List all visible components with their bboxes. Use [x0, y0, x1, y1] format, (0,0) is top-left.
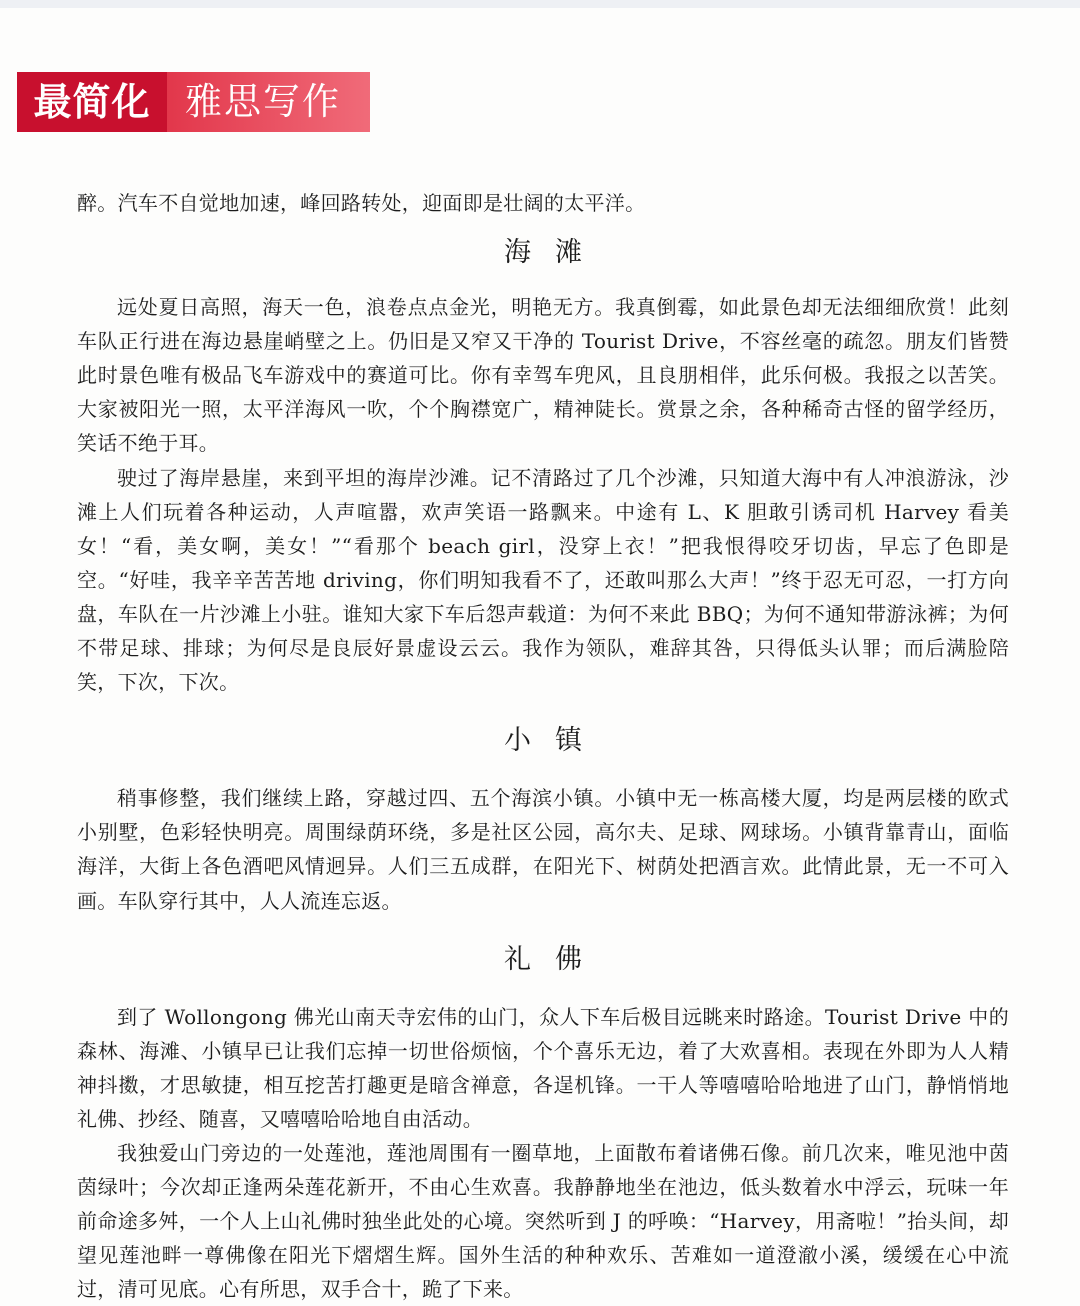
- section-heading-beach: 海滩: [504, 237, 606, 269]
- town-paragraph-1: 稍事修整，我们继续上路，穿越过四、五个海滨小镇。小镇中无一栋高楼大厦，均是两层楼的欧式小别墅，色彩轻快明亮。周围绿荫环绕，多是社区公园，高尔夫、足球、网球场。小镇背靠青山，面临海洋，大街上各色酒吧风情迥异。人们三五成群，在阳光下、树荫处把酒言欢。此情此景，无一不可入画。车队穿行其中，人人流连忘返。: [77, 786, 1009, 913]
- book-banner: [17, 72, 370, 132]
- banner-title-main: 最简化: [17, 72, 167, 132]
- section-heading-town: 小镇: [504, 725, 606, 757]
- beach-paragraph-1: 远处夏日高照，海天一色，浪卷点点金光，明艳无方。我真倒霉，如此景色却无法细细欣赏！此刻车队正行进在海边悬崖峭壁之上。仍旧是又窄又干净的 Tourist Drive，不容丝毫的疏忽。朋友们皆赞此时景色唯有极品飞车游戏中的赛道可比。你有幸驾车兜风，且良朋相伴，此乐何极。我报之以苦笑。大家被阳光一照，太平洋海风一吹，个个胸襟宽广，精神陡长。赏景之余，各种稀奇古怪的留学经历，笑话不绝于耳。: [77, 295, 1009, 456]
- top-strip: [0, 0, 1080, 8]
- buddha-paragraph-2: 我独爱山门旁边的一处莲池，莲池周围有一圈草地，上面散布着诸佛石像。前几次来，唯见池中茵茵绿叶；今次却正逢两朵莲花新开，不由心生欢喜。我静静地坐在池边，低头数着水中浮云，玩味一年前命途多舛，一个人上山礼佛时独坐此处的心境。突然听到 J 的呼唤：“Harvey，用斋啦！”抬头间，却望见莲池畔一尊佛像在阳光下熠熠生辉。国外生活的种种欢乐、苦难如一道澄澈小溪，缓缓在心中流过，清可见底。心有所思，双手合十，跪了下来。: [77, 1140, 1009, 1302]
- page-body: [77, 186, 1009, 1306]
- section-heading-buddha: 礼佛: [504, 943, 606, 975]
- banner-title-sub: 雅思写作: [167, 72, 370, 132]
- buddha-paragraph-1: 到了 Wollongong 佛光山南天寺宏伟的山门，众人下车后极目远眺来时路途。Tourist Drive 中的森林、海滩、小镇早已让我们忘掉一切世俗烦恼，个个喜乐无边，着了大欢喜相。表现在外即为人人精神抖擞，才思敏捷，相互挖苦打趣更是暗含禅意，各逞机锋。一干人等嘻嘻哈哈地进了山门，静悄悄地礼佛、抄经、随喜，又嘻嘻哈哈地自由活动。: [77, 1004, 1009, 1131]
- intro-paragraph: 醉。汽车不自觉地加速，峰回路转处，迎面即是壮阔的太平洋。: [77, 191, 646, 215]
- beach-paragraph-2: 驶过了海岸悬崖，来到平坦的海岸沙滩。记不清路过了几个沙滩，只知道大海中有人冲浪游泳，沙滩上人们玩着各种运动，人声喧嚣，欢声笑语一路飘来。中途有 L、K 胆敢引诱司机 Harvey 看美女！“看，美女啊，美女！”“看那个 beach girl，没穿上衣！”把我恨得咬牙切齿，早忘了色即是空。“好哇，我辛辛苦苦地 driving，你们明知我看不了，还敢叫那么大声！”终于忍无可忍，一打方向盘，车队在一片沙滩上小驻。谁知大家下车后怨声载道：为何不来此 BBQ；为何不通知带游泳裤；为何不带足球、排球；为何尽是良辰好景虚设云云。我作为领队，难辞其咎，只得低头认罪；而后满脸陪笑，下次，下次。: [77, 465, 1009, 695]
